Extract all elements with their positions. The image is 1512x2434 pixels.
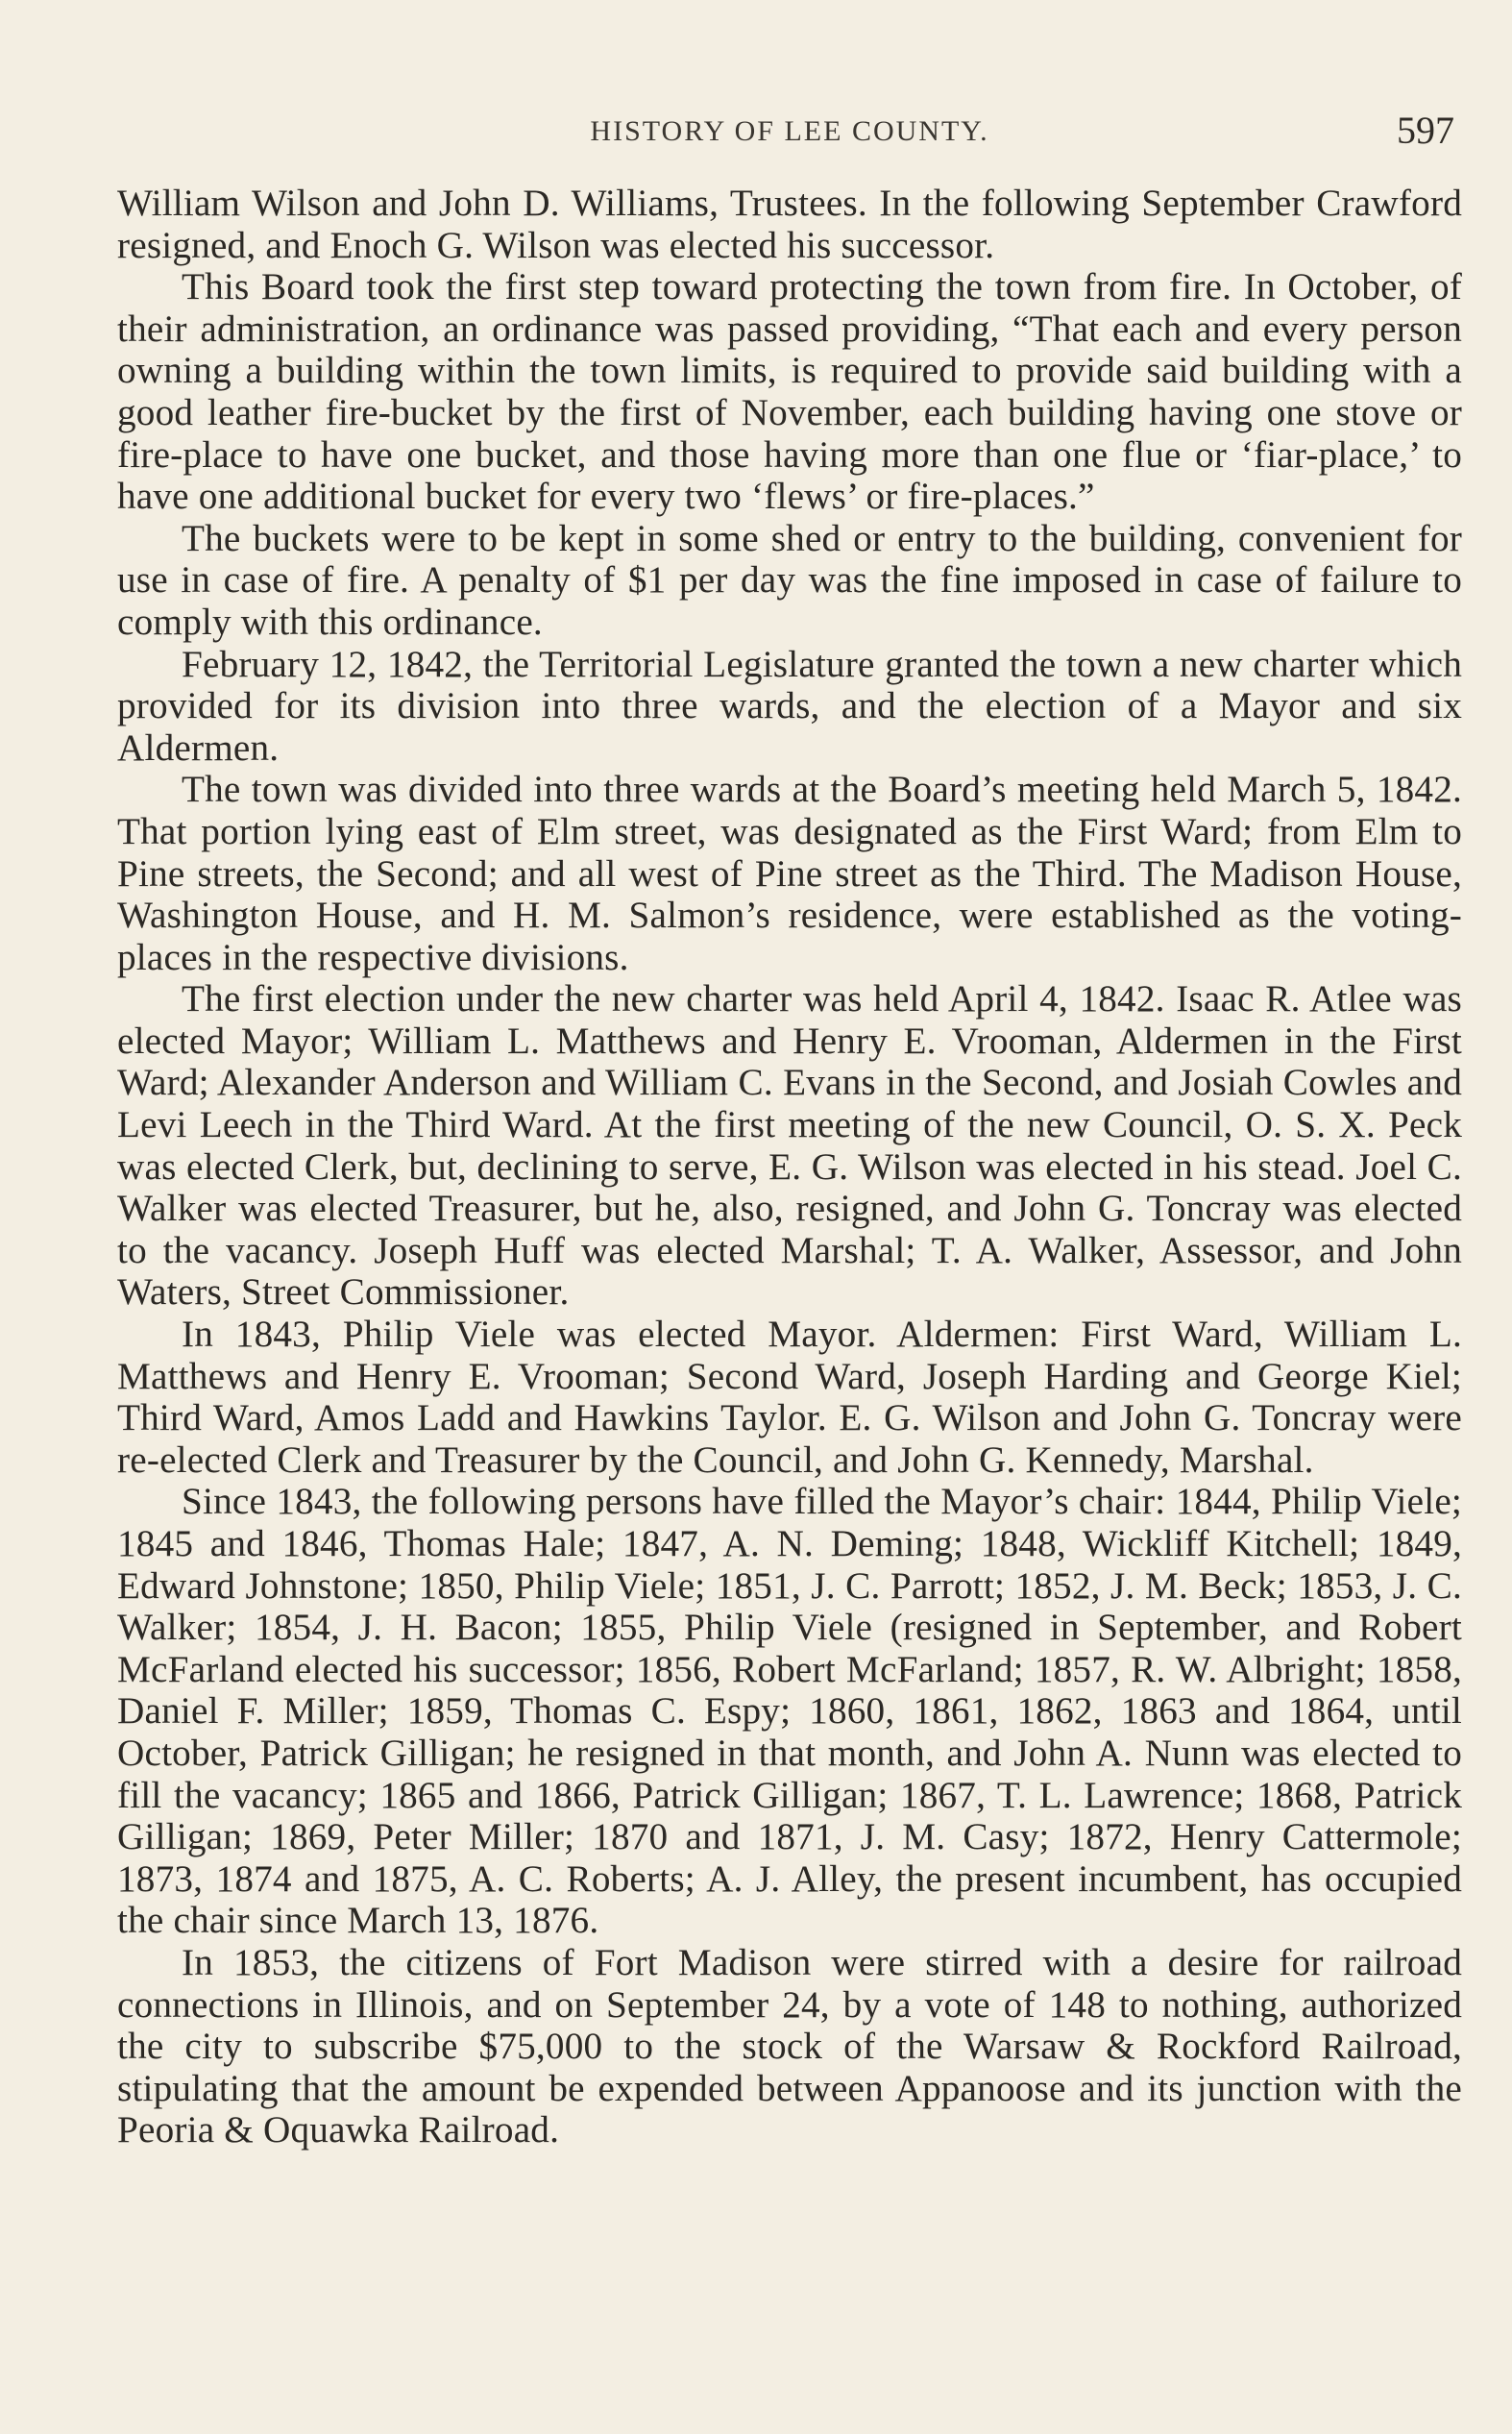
paragraph-fire-ordinance: This Board took the first step toward protecting the town from fire. In October, of their administration, an ordinance was passed providing, “That each and every person owning a building within the town limits, is required to provide said building with a good leather fire-bucket by the first of November, each building having one stove or fire-place to have one bucket, and those having more than one flue or ‘fiar-place,’ to have one additional bucket for every two ‘flews’ or fire-places.” — [117, 266, 1462, 518]
running-title: HISTORY OF LEE COUNTY. — [590, 115, 989, 147]
page-number: 597 — [1397, 109, 1454, 152]
paragraph-trustees: William Wilson and John D. Williams, Trustees. In the following September Crawford resigned, and Enoch G. Wilson was elected his successor. — [117, 183, 1462, 266]
paragraph-1843-election: In 1843, Philip Viele was elected Mayor. Aldermen: First Ward, William L. Matthews and Henry E. Vrooman; Second Ward, Joseph Harding and George Kiel; Third Ward, Amos Ladd and Hawkins Taylor. E. G. Wilson and John G. Toncray were re-elected Clerk and Treasurer by the Council, and John G. Kennedy, Marshal. — [117, 1314, 1462, 1481]
paragraph-wards: The town was divided into three wards at the Board’s meeting held March 5, 1842. That portion lying east of Elm street, was designated as the First Ward; from Elm to Pine streets, the Second; and all west of Pine street as the Third. The Madison House, Washington House, and H. M. Salmon’s residence, were established as the voting-places in the respective divisions. — [117, 769, 1462, 978]
body-text — [117, 183, 1462, 2151]
paragraph-new-charter: February 12, 1842, the Territorial Legislature granted the town a new charter which provided for its division into three wards, and the election of a Mayor and six Aldermen. — [117, 643, 1462, 769]
running-head — [117, 108, 1462, 156]
paragraph-first-election: The first election under the new charter was held April 4, 1842. Isaac R. Atlee was elected Mayor; William L. Matthews and Henry E. Vrooman, Aldermen in the First Ward; Alexander Anderson and William C. Evans in the Second, and Josiah Cowles and Levi Leech in the Third Ward. At the first meeting of the new Council, O. S. X. Peck was elected Clerk, but, declining to serve, E. G. Wilson was elected in his stead. Joel C. Walker was elected Treasurer, but he, also, resigned, and John G. Toncray was elected to the vacancy. Joseph Huff was elected Marshal; T. A. Walker, Assessor, and John Waters, Street Commissioner. — [117, 978, 1462, 1314]
paragraph-mayors-list: Since 1843, the following persons have filled the Mayor’s chair: 1844, Philip Viele; 1845 and 1846, Thomas Hale; 1847, A. N. Deming; 1848, Wickliff Kitchell; 1849, Edward Johnstone; 1850, Philip Viele; 1851, J. C. Parrott; 1852, J. M. Beck; 1853, J. C. Walker; 1854, J. H. Bacon; 1855, Philip Viele (resigned in September, and Robert McFarland elected his successor; 1856, Robert McFarland; 1857, R. W. Albright; 1858, Daniel F. Miller; 1859, Thomas C. Espy; 1860, 1861, 1862, 1863 and 1864, until October, Patrick Gilligan; he resigned in that month, and John A. Nunn was elected to fill the vacancy; 1865 and 1866, Patrick Gilligan; 1867, T. L. Lawrence; 1868, Patrick Gilligan; 1869, Peter Miller; 1870 and 1871, J. M. Casy; 1872, Henry Cattermole; 1873, 1874 and 1875, A. C. Roberts; A. J. Alley, the present incumbent, has occupied the chair since March 13, 1876. — [117, 1481, 1462, 1942]
paragraph-buckets: The buckets were to be kept in some shed or entry to the building, convenient for use in case of fire. A penalty of $1 per day was the fine imposed in case of failure to comply with this ordinance. — [117, 517, 1462, 643]
paragraph-railroad: In 1853, the citizens of Fort Madison were stirred with a desire for railroad connections in Illinois, and on September 24, by a vote of 148 to nothing, authorized the city to subscribe $75,000 to the stock of the Warsaw & Rockford Railroad, stipulating that the amount be expended between Appanoose and its junction with the Peoria & Oquawka Railroad. — [117, 1941, 1462, 2151]
